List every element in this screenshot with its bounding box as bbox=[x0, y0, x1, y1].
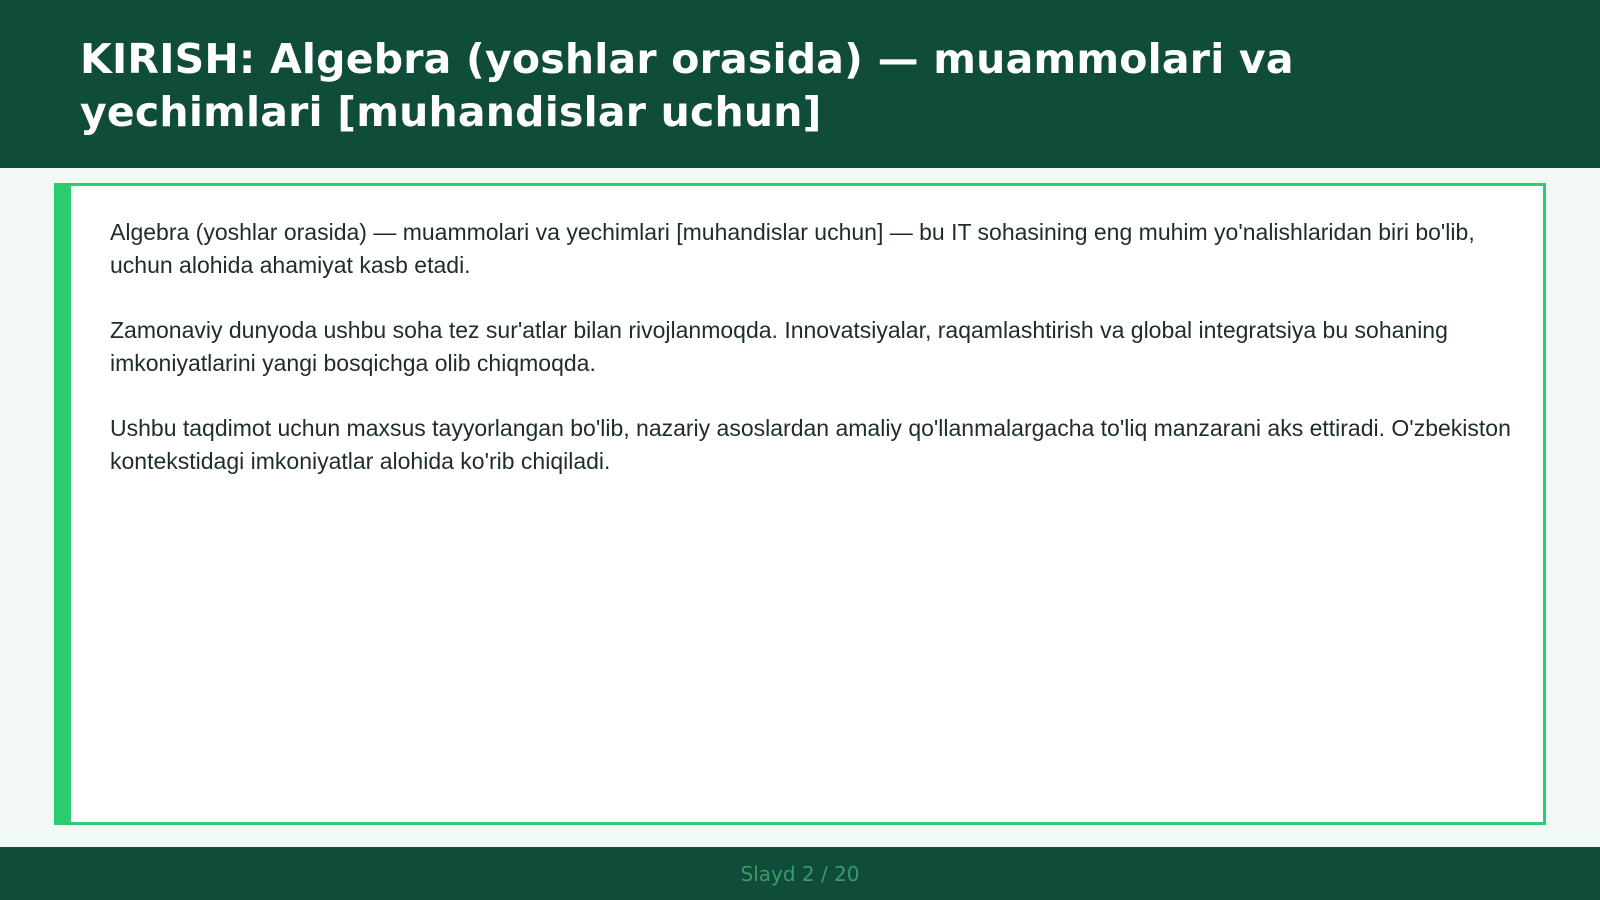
slide-footer bbox=[0, 847, 1600, 900]
presentation-paragraph: Ushbu taqdimot uchun maxsus tayyorlangan bo'lib, nazariy asoslardan amaliy qo'llanmalargacha to'liq manzarani aks ettiradi. O'zbekiston kontekstidagi imkoniyatlar alohida ko'rib chiqiladi. bbox=[110, 415, 1511, 474]
slide-title: KIRISH: Algebra (yoshlar orasida) — muammolari va yechimlari [muhandislar uchun] bbox=[80, 35, 1294, 136]
development-paragraph: Zamonaviy dunyoda ushbu soha tez sur'atlar bilan rivojlanmoqda. Innovatsiyalar, raqamlashtirish va global integratsiya bu sohaning imkoniyatlarini yangi bosqichga olib chiqmoqda. bbox=[110, 317, 1448, 376]
slide-counter: Slayd 2 / 20 bbox=[740, 861, 860, 886]
content-card bbox=[54, 183, 1546, 825]
slide-header bbox=[0, 0, 1600, 168]
intro-paragraph: Algebra (yoshlar orasida) — muammolari va yechimlari [muhandislar uchun] — bu IT sohasining eng muhim yo'nalishlaridan biri bo'lib, uchun alohida ahamiyat kasb etadi. bbox=[110, 219, 1475, 278]
